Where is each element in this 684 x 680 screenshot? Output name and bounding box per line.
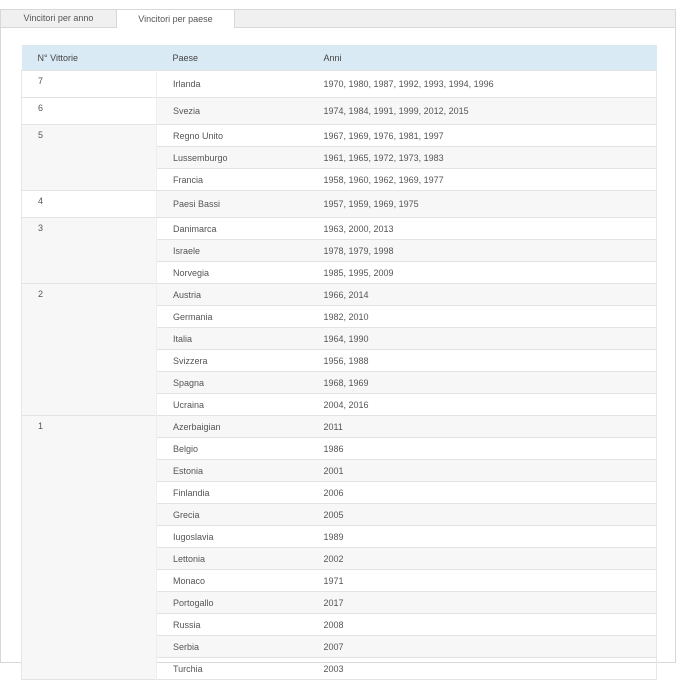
wins-count-cell: 4 <box>22 191 157 218</box>
country-cell: Lussemburgo <box>157 147 308 169</box>
table-row <box>22 71 657 98</box>
wins-count-cell: 7 <box>22 71 157 98</box>
country-cell: Norvegia <box>157 262 308 284</box>
years-cell: 1978, 1979, 1998 <box>308 240 657 262</box>
wins-count-cell: 3 <box>22 218 157 284</box>
country-cell: Estonia <box>157 460 308 482</box>
years-cell: 1989 <box>308 526 657 548</box>
country-cell: Svizzera <box>157 350 308 372</box>
years-cell: 2005 <box>308 504 657 526</box>
years-cell: 2011 <box>308 416 657 438</box>
header-country: Paese <box>157 45 308 71</box>
country-cell: Italia <box>157 328 308 350</box>
years-cell: 2002 <box>308 548 657 570</box>
tab-bar <box>0 9 676 28</box>
tab-vincitori-per-anno[interactable]: Vincitori per anno <box>1 9 117 28</box>
years-cell: 1966, 2014 <box>308 284 657 306</box>
country-cell: Lettonia <box>157 548 308 570</box>
years-cell: 1956, 1988 <box>308 350 657 372</box>
header-years: Anni <box>308 45 657 71</box>
years-cell: 1971 <box>308 570 657 592</box>
country-cell: Svezia <box>157 98 308 125</box>
table-row <box>22 416 657 438</box>
years-cell: 1970, 1980, 1987, 1992, 1993, 1994, 1996 <box>308 71 657 98</box>
country-cell: Irlanda <box>157 71 308 98</box>
country-cell: Spagna <box>157 372 308 394</box>
years-cell: 1968, 1969 <box>308 372 657 394</box>
years-cell: 1963, 2000, 2013 <box>308 218 657 240</box>
country-cell: Iugoslavia <box>157 526 308 548</box>
wins-count-cell: 6 <box>22 98 157 125</box>
table-row <box>22 125 657 147</box>
years-cell: 2008 <box>308 614 657 636</box>
years-cell: 1985, 1995, 2009 <box>308 262 657 284</box>
years-cell: 1957, 1959, 1969, 1975 <box>308 191 657 218</box>
country-cell: Turchia <box>157 658 308 680</box>
table-body <box>22 71 657 680</box>
country-cell: Portogallo <box>157 592 308 614</box>
table-row <box>22 191 657 218</box>
country-cell: Serbia <box>157 636 308 658</box>
country-cell: Israele <box>157 240 308 262</box>
years-cell: 2004, 2016 <box>308 394 657 416</box>
table-row <box>22 218 657 240</box>
country-cell: Germania <box>157 306 308 328</box>
winners-table <box>21 45 657 680</box>
country-cell: Regno Unito <box>157 125 308 147</box>
wins-count-cell: 2 <box>22 284 157 416</box>
country-cell: Paesi Bassi <box>157 191 308 218</box>
years-cell: 1958, 1960, 1962, 1969, 1977 <box>308 169 657 191</box>
header-wins: N° Vittorie <box>22 45 157 71</box>
years-cell: 2007 <box>308 636 657 658</box>
country-cell: Russia <box>157 614 308 636</box>
tab-vincitori-per-paese[interactable]: Vincitori per paese <box>117 9 235 29</box>
country-cell: Ucraina <box>157 394 308 416</box>
years-cell: 1974, 1984, 1991, 1999, 2012, 2015 <box>308 98 657 125</box>
country-cell: Grecia <box>157 504 308 526</box>
years-cell: 2017 <box>308 592 657 614</box>
years-cell: 2001 <box>308 460 657 482</box>
country-cell: Danimarca <box>157 218 308 240</box>
wins-count-cell: 1 <box>22 416 157 680</box>
years-cell: 1961, 1965, 1972, 1973, 1983 <box>308 147 657 169</box>
years-cell: 1964, 1990 <box>308 328 657 350</box>
country-cell: Azerbaigian <box>157 416 308 438</box>
years-cell: 1982, 2010 <box>308 306 657 328</box>
country-cell: Finlandia <box>157 482 308 504</box>
country-cell: Belgio <box>157 438 308 460</box>
table-header-row <box>22 45 657 71</box>
table-row <box>22 98 657 125</box>
years-cell: 1967, 1969, 1976, 1981, 1997 <box>308 125 657 147</box>
years-cell: 2006 <box>308 482 657 504</box>
country-cell: Monaco <box>157 570 308 592</box>
country-cell: Francia <box>157 169 308 191</box>
tab-panel <box>0 28 676 674</box>
years-cell: 2003 <box>308 658 657 680</box>
table-row <box>22 284 657 306</box>
country-cell: Austria <box>157 284 308 306</box>
years-cell: 1986 <box>308 438 657 460</box>
wins-count-cell: 5 <box>22 125 157 191</box>
